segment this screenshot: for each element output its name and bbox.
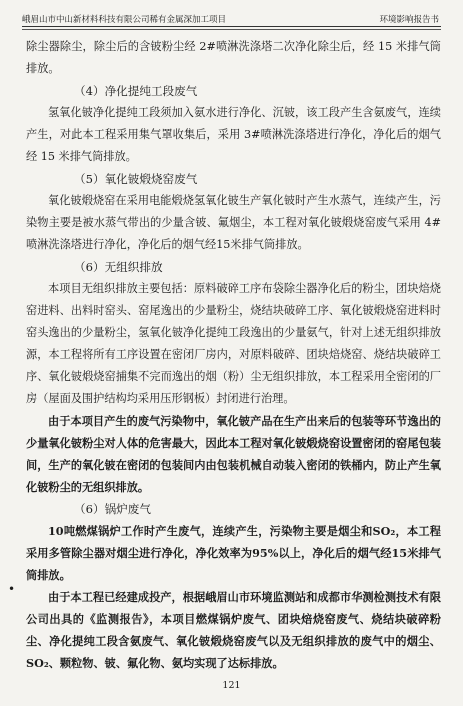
- heading-7: （6）锅炉废气: [74, 502, 151, 516]
- paragraph-1: 除尘器除尘，除尘后的含铍粉尘经 2#喷淋洗涤塔二次净化除尘后，经 15 米排气筒排放。: [26, 40, 441, 75]
- paragraph-4: 本项目无组织排放主要包括：原料破碎工序布袋除尘器净化后的粉尘，团块焙烧窑进料、出料时窑头、窑尾逸出的少量粉尘，烧结块破碎工序、氧化铍煅烧窑进料时窑头逸出的少量粉尘，氢氧化铍净化提纯工段逸出的少量氨气，针对上述无组织排放源，本工程将所有工序设置在密闭厂房内，对原料破碎、团块焙烧窑、烧结块破碎工序、氧化铍煅烧窑捕集不完而逸出的烟（粉）尘无组织排放，本工程采用全密闭的厂房（屋面及围护结构均采用压形钢板）封闭进行治理。: [26, 282, 441, 405]
- heading-6: （6）无组织排放: [74, 260, 163, 274]
- page-number: 121: [222, 680, 241, 691]
- paragraph-2: 氢氧化铍净化提纯工段须加入氨水进行净化、沉铍，该工段产生含氨废气，连续产生，对此本工程采用集气罩收集后，采用 3#喷淋洗涤塔进行净化，净化后的烟气经 15 米排气筒排放。: [26, 106, 441, 163]
- paragraph-3: 氧化铍煅烧窑在采用电能煅烧氢氧化铍生产氧化铍时产生水蒸气，连续产生，污染物主要是被水蒸气带出的少量含铍、氟烟尘，本工程对氧化铍煅烧窑废气采用 4#喷淋洗涤塔进行净化，净化后的烟气经15米排气筒排放。: [26, 194, 441, 251]
- heading-5: （5）氧化铍煅烧窑废气: [74, 172, 198, 186]
- page-header: [22, 12, 441, 27]
- header-left: 峨眉山市中山新材料科技有限公司稀有金属深加工项目: [22, 15, 227, 25]
- paragraph-5: 由于本项目产生的废气污染物中，氧化铍产品在生产出来后的包装等环节逸出的少量氧化铍粉尘对人体的危害最大，因此本工程对氧化铍煅烧窑设置密闭的窑尾包装间，生产的氧化铍在密闭的包装间内由包装机械自动装入密闭的铁桶内，防止产生氧化铍粉尘的无组织排放。: [26, 414, 441, 494]
- body-text: [26, 36, 441, 674]
- heading-4: （4）净化提纯工段废气: [74, 84, 198, 98]
- header-right: 环境影响报告书: [379, 15, 439, 25]
- margin-mark: •: [8, 582, 16, 596]
- header-rule: [22, 29, 441, 30]
- paragraph-7: 由于本工程已经建成投产，根据峨眉山市环境监测站和成都市华测检测技术有限公司出具的《监测报告》，本项目燃煤锅炉废气、团块焙烧窑废气、烧结块破碎粉尘、净化提纯工段含氨废气、氧化铍煅烧窑废气以及无组织排放的废气中的烟尘、SO₂、颗粒物、铍、氟化物、氨均实现了达标排放。: [26, 590, 441, 670]
- paragraph-6: 10吨燃煤锅炉工作时产生废气，连续产生，污染物主要是烟尘和SO₂，本工程采用多管除尘器对烟尘进行净化，净化效率为95%以上，净化后的烟气经15米排气筒排放。: [26, 524, 441, 582]
